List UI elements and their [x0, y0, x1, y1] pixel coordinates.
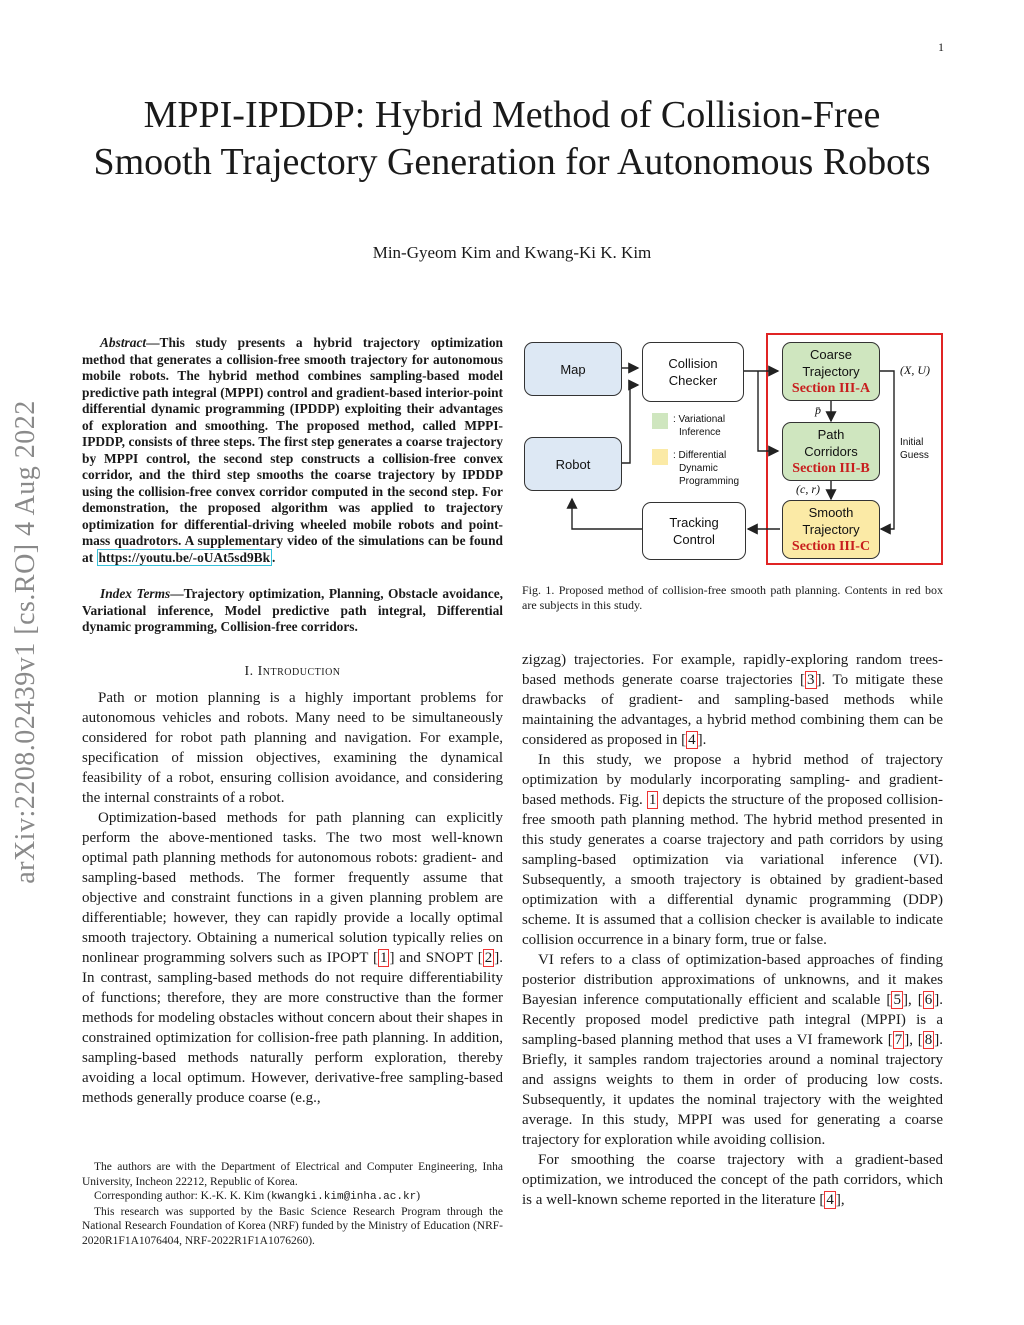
arxiv-stamp-text: arXiv:2208.02439v1 [cs.RO] 4 Aug 2022 — [10, 400, 41, 884]
label-pbar: p̄ — [815, 403, 821, 417]
author-email[interactable]: kwangki.kim@inha.ac.kr — [270, 1191, 417, 1203]
index-terms-label: Index Terms — [100, 586, 171, 601]
footnote-funding: This research was supported by the Basic Science Research Program through the National Research Foundation of Korea (NRF) funded by the Ministry of Education (NRF- 2020R1F1A1076404, NRF-2022R1F1A1076260). — [82, 1205, 503, 1247]
page-number: 1 — [938, 40, 944, 54]
citation-link[interactable]: 4 — [688, 732, 696, 748]
index-terms: Index Terms—Trajectory optimization, Planning, Obstacle avoidance, Variational inference, Model predictive path integral, Differential dynamic programming, Collision-free corridors. — [82, 586, 504, 634]
legend-swatch-ddp — [652, 449, 668, 465]
intro-paragraph-1: Path or motion planning is a highly important problems for autonomous vehicles and robots. Many need to be simultaneously considered for robot path planning and navigation. For example, specification of mission objectives, examining the dynamical feasibility of a robot, ensuring collision avoidance, and considering the internal constraints of a robot. — [82, 689, 503, 806]
paper-authors: Min-Gyeom Kim and Kwang-Ki K. Kim — [372, 243, 652, 262]
right-paragraph-1: zigzag) trajectories. For example, rapidly-exploring random trees-based methods generate coarse trajectories [ 3 ]. To mitigate these drawbacks of gradient- and sampling-based methods while maintaining the advantages, a hybrid method combining them can be considered as proposed in [ 4 ]. — [522, 652, 943, 748]
right-paragraph-4: For smoothing the coarse trajectory with a gradient-based optimization, we introduced the concept of the path corridors, which is a well-known scheme reported in the literature [ 4 ], — [522, 1152, 943, 1208]
paper-title: MPPI-IPDDP: Hybrid Method of Collision-Free Smooth Trajectory Generation for Autonomous Robots — [93, 94, 931, 183]
figure-caption-label: Fig. 1. — [522, 583, 555, 597]
figure-caption-text: Proposed method of collision-free smooth path planning. Contents in red box are subjects in this study. — [522, 583, 943, 612]
footnotes — [82, 1160, 503, 1248]
arxiv-stamp — [6, 352, 46, 932]
citation-link[interactable]: 4 — [826, 1192, 834, 1208]
section-ref-c: Section III-C — [791, 539, 871, 554]
citation-link[interactable]: 6 — [924, 992, 933, 1008]
legend-vi: : Variational Inference — [673, 414, 726, 438]
video-link[interactable]: https://youtu.be/-oUAt5sd9Bk — [98, 549, 271, 565]
citation-link[interactable]: 7 — [894, 1032, 903, 1048]
citation-link[interactable]: 5 — [893, 992, 901, 1008]
robot-box: Robot — [524, 437, 622, 491]
abstract-label: Abstract — [100, 335, 147, 350]
collision-checker-box: Collision Checker — [642, 342, 744, 402]
section-ref-a: Section III-A — [791, 381, 871, 396]
right-paragraph-2: In this study, we propose a hybrid method of trajectory optimization by modularly incorporating sampling- and gradient-based methods. Fig. 1 depicts the structure of the proposed collision-free smooth path planning method. The hybrid method presented in this study generates a coarse trajectory and path corridors by using sampling-based optimization via variational inference (VI). Subsequently, a smooth trajectory is obtained by gradient-based optimization with a differential dynamic programming (DDP) scheme. It is assumed that a collision checker is available to indicate collision occurrence in a binary form, true or false. — [522, 752, 944, 948]
label-initial-guess: Initial Guess — [900, 437, 929, 461]
citation-link[interactable]: 8 — [924, 1032, 933, 1048]
index-terms-text: Trajectory optimization, Planning, Obstacle avoidance, Variational inference, Model predictive path integral, Differential dynamic programming, Collision-free corridors. — [82, 586, 504, 634]
figure-1 — [522, 333, 946, 568]
map-box: Map — [524, 342, 622, 396]
right-paragraph-3: VI refers to a class of optimization-based approaches of finding posterior distribution approximations of unknowns, and it makes Bayesian inference computationally efficient and scalable [ 5 ], [ 6 ]. Recently proposed model predictive path integral (MPPI) is a sampling-based planning method that uses a VI framework [ 7 ], [ 8 ]. Briefly, it samples random trajectories around a nominal trajectory and assigns weights to them in order of producing low costs. Subsequently, it updates the nominal trajectory with the weighted average. In this study, MPPI was used for generating a coarse trajectory for exploration while avoiding collision. — [522, 952, 944, 1148]
tracking-control-box: Tracking Control — [642, 502, 746, 560]
right-column — [522, 650, 943, 1210]
legend-swatch-vi — [652, 413, 668, 429]
coarse-trajectory-box: Coarse Trajectory Section III-A — [782, 342, 880, 401]
section-heading: I. Introduction — [244, 663, 341, 679]
footnote-affiliation: The authors are with the Department of Electrical and Computer Engineering, Inha University, Incheon 22212, Republic of Korea. — [82, 1161, 503, 1188]
path-corridors-box: Path Corridors Section III-B — [782, 422, 880, 481]
left-column — [82, 335, 503, 1108]
abstract: Abstract—This study presents a hybrid trajectory optimization method that generates a collision-free smooth trajectory for autonomous mobile robots. The hybrid method combines sampling-based model predictive path integral (MPPI) control and gradient-based interior-point differential dynamic programming (IPDDP) exploiting their advantages of exploration and smoothing. The proposed method, called MPPI-IPDDP, consists of three steps. The first step generates a coarse trajectory by MPPI control, the second step constructs a collision-free convex corridor, and the third step smooths the coarse trajectory by IPDDP using the collision-free convex corridor computed in the second step. For demonstration, the proposed algorithm was applied to trajectory optimization for differential-driving wheeled mobile robots and point-mass quadrotors. A supplementary video of the simulations can be found at https://youtu.be/-oUAt5sd9Bk . — [82, 335, 503, 565]
intro-paragraph-2: Optimization-based methods for path planning can explicitly perform the above-mentioned tasks. The two most well-known optimal path planning methods for autonomous robots: gradient- and sampling-based methods. The former frequently assume that objective and constraint functions in a given planning problem are differentiable; however, they can rapidly provide a locally optimal smooth trajectory. Obtaining a numerical solution typically relies on nonlinear programming solvers such as IPOPT [ 1 ] and SNOPT [ 2 ]. In contrast, sampling-based methods do not require differentiability of functions; therefore, they are more constructive than the former methods for modeling obstacles without concern about their shapes in constrained optimization for collision-free path planning. In addition, sampling-based methods naturally perform exploration, thereby avoiding a local optimum. However, derivative-free sampling-based methods generally produce coarse (e.g., — [82, 809, 504, 1106]
legend-ddp: : Differential Dynamic Programming — [673, 450, 740, 487]
citation-link[interactable]: 1 — [379, 949, 388, 966]
label-cr: (c, r) — [796, 482, 820, 496]
figure-caption — [522, 583, 943, 613]
citation-link[interactable]: 3 — [807, 672, 815, 688]
smooth-trajectory-box: Smooth Trajectory Section III-C — [782, 500, 880, 559]
section-ref-b: Section III-B — [792, 461, 870, 476]
figure-ref-link[interactable]: 1 — [648, 792, 657, 808]
label-xu: (X, U) — [900, 363, 930, 377]
section-heading-text: Introduction — [257, 663, 341, 679]
footnote-corresponding: Corresponding author: K.-K. K. Kim (kwangki.kim@inha.ac.kr) — [94, 1190, 421, 1203]
citation-link[interactable]: 2 — [484, 949, 493, 966]
intro-body — [82, 688, 503, 1108]
abstract-text: This study presents a hybrid trajectory optimization method that generates a collision-free smooth trajectory for autonomous mobile robots. The hybrid method combines sampling-based model predictive path integral (MPPI) control and gradient-based interior-point differential dynamic programming (IPDDP) exploiting their advantages of exploration and smoothing. The proposed method, called MPPI-IPDDP, consists of three steps. The first step generates a coarse trajectory by MPPI control, the second step constructs a collision-free convex corridor, and the third step smooths the coarse trajectory by IPDDP using the collision-free convex corridor computed in the second step. For demonstration, the proposed algorithm was applied to trajectory optimization for differential-driving wheeled mobile robots and point-mass quadrotors. A supplementary video of the simulations can be found at — [82, 335, 503, 565]
